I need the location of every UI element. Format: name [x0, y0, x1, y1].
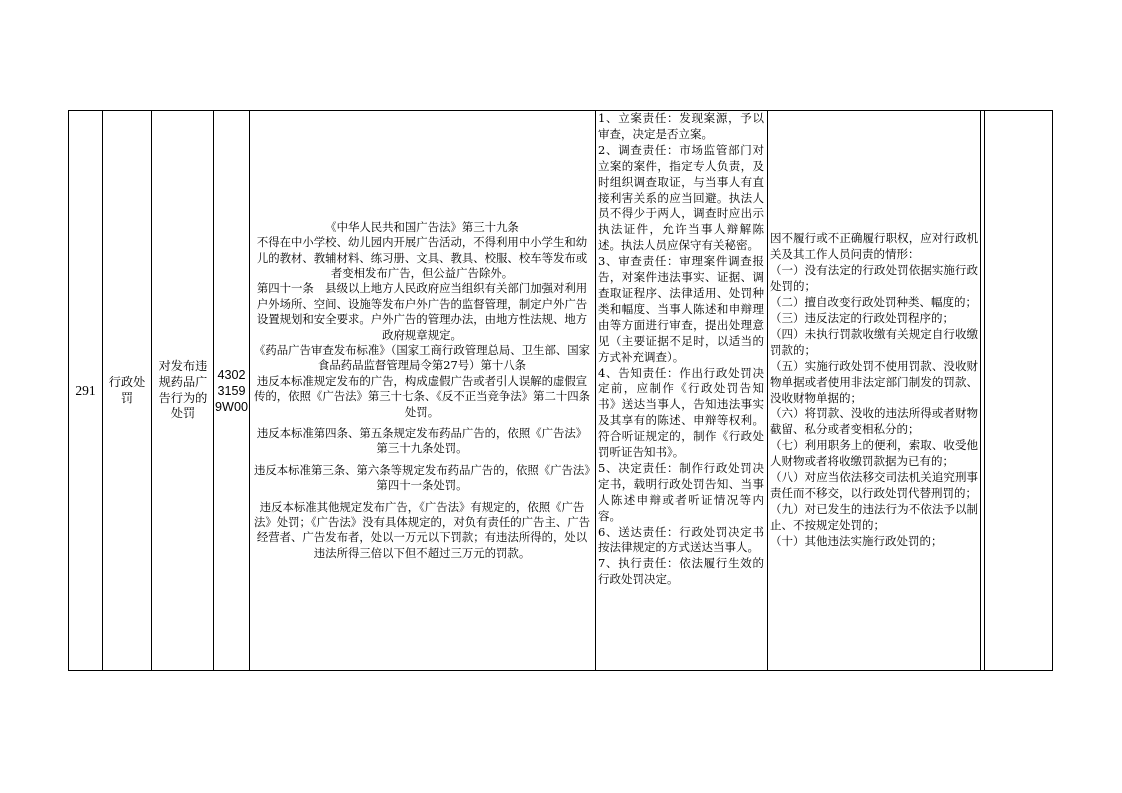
duty-item: 3、审查责任：审理案件调查报告，对案件违法事实、证据、调查取证程序、法律适用、处罚种类和幅度、当事人陈述和申辩理由等方面进行审查，提出处理意见（主要证据不足时，以适当的方式补充调查）。	[598, 254, 764, 364]
item-code-cell	[214, 111, 249, 670]
accountability-item: （七）利用职务上的便利，索取、收受他人财物或者将收缴罚款据为已有的；	[770, 438, 978, 469]
accountability-item: （十）其他违法实施行政处罚的；	[770, 533, 943, 548]
power-type: 行政处罚	[108, 374, 146, 405]
duty-item: 4、告知责任：作出行政处罚决定前，应制作《行政处罚告知书》送达当事人，告知违法事实及其享有的陈述、申辩等权利。符合听证规定的，制作《行政处罚听证告知书》。	[598, 365, 764, 460]
basis-paragraph: 违反本标准第四条、第五条规定发布药品广告的，依照《广告法》第三十九条处罚。	[256, 426, 588, 456]
accountability-item: （五）实施行政处罚不使用罚款、没收财物单据或者使用非法定部门制发的罚款、没收财物单据的；	[770, 358, 978, 405]
legal-basis-cell	[252, 111, 592, 670]
accountability-item: （八）对应当依法移交司法机关追究刑事责任而不移交，以行政处罚代替刑罚的；	[770, 470, 978, 500]
column-divider	[151, 110, 152, 671]
item-code: 43023159 9W00	[215, 367, 248, 414]
table-border-bottom	[68, 670, 1053, 671]
row-number-cell	[69, 111, 102, 670]
column-divider	[102, 110, 103, 671]
accountability-item: （九）对已发生的违法行为不依法予以制止、不按规定处罚的；	[770, 501, 978, 532]
row-number: 291	[75, 382, 96, 398]
item-name: 对发布违规药品广告行为的处罚	[158, 358, 208, 421]
column-divider	[249, 110, 250, 671]
basis-paragraph: 违反本标准规定发布的广告，构成虚假广告或者引人误解的虚假宣传的，依照《广告法》第三十七条、《反不正当竞争法》第二十四条处罚。	[253, 373, 591, 419]
accountability-item: （二）擅自改变行政处罚种类、幅度的；	[770, 295, 977, 310]
accountability-item: （三）违反法定的行政处罚程序的；	[770, 310, 954, 325]
accountability-item: 因不履行或不正确履行职权，应对行政机关及其工作人员问责的情形：	[770, 231, 978, 262]
duty-cell	[597, 111, 766, 670]
accountability-item: （一）没有法定的行政处罚依据实施行政处罚的；	[770, 263, 978, 294]
basis-paragraph: 《药品广告审查发布标准》（国家工商行政管理总局、卫生部、国家食品药品监督管理局令第27号）第十八条	[253, 342, 591, 373]
basis-paragraph: 第四十一条 县级以上地方人民政府应当组织有关部门加强对利用户外场所、空间、设施等发布户外广告的监督管理，制定户外广告设置规划和安全要求。户外广告的管理办法，由地方性法规、地方政府规章规定。	[256, 281, 588, 342]
duty-item: 7、执行责任：依法履行生效的行政处罚决定。	[598, 556, 764, 587]
basis-paragraph: 《中华人民共和国广告法》第三十九条	[325, 219, 519, 234]
accountability-cell	[769, 111, 979, 670]
column-divider	[595, 110, 596, 671]
duty-item: 5、决定责任：制作行政处罚决定书，载明行政处罚告知、当事人陈述申辩或者听证情况等内容。	[598, 460, 764, 523]
accountability-item: （六）将罚款、没收的违法所得或者财物截留、私分或者变相私分的；	[770, 406, 978, 437]
duty-item: 2、调查责任：市场监管部门对立案的案件，指定专人负责，及时组织调查取证，与当事人有直接利害关系的应当回避。执法人员不得少于两人，调查时应出示执法证件，允许当事人辩解陈述。执法人员应保守有关秘密。	[598, 142, 764, 253]
duty-item: 6、送达责任：行政处罚决定书按法律规定的方式送达当事人。	[598, 524, 764, 555]
item-name-cell	[153, 111, 213, 670]
basis-paragraph: 违反本标准第三条、第六条等规定发布药品广告的，依照《广告法》第四十一条处罚。	[253, 462, 591, 493]
column-divider-double	[984, 110, 985, 671]
duty-item: 1、立案责任：发现案源，予以审查，决定是否立案。	[598, 111, 764, 141]
column-divider	[980, 110, 981, 671]
accountability-item: （四）未执行罚款收缴有关规定自行收缴罚款的；	[770, 326, 978, 357]
basis-paragraph: 违反本标准其他规定发布广告，《广告法》有规定的，依照《广告法》处罚；《广告法》没有具体规定的，对负有责任的广告主、广告经营者、广告发布者，处以一万元以下罚款；有违法所得的，处以违法所得三倍以下但不超过三万元的罚款。	[253, 499, 591, 560]
table-border-right	[1052, 110, 1053, 671]
power-type-cell	[104, 111, 150, 670]
column-divider	[767, 110, 768, 671]
basis-paragraph: 不得在中小学校、幼儿园内开展广告活动，不得利用中小学生和幼儿的教材、教辅材料、练习册、文具、教具、校服、校车等发布或者变相发布广告，但公益广告除外。	[256, 235, 588, 280]
remarks-cell	[986, 111, 1052, 670]
